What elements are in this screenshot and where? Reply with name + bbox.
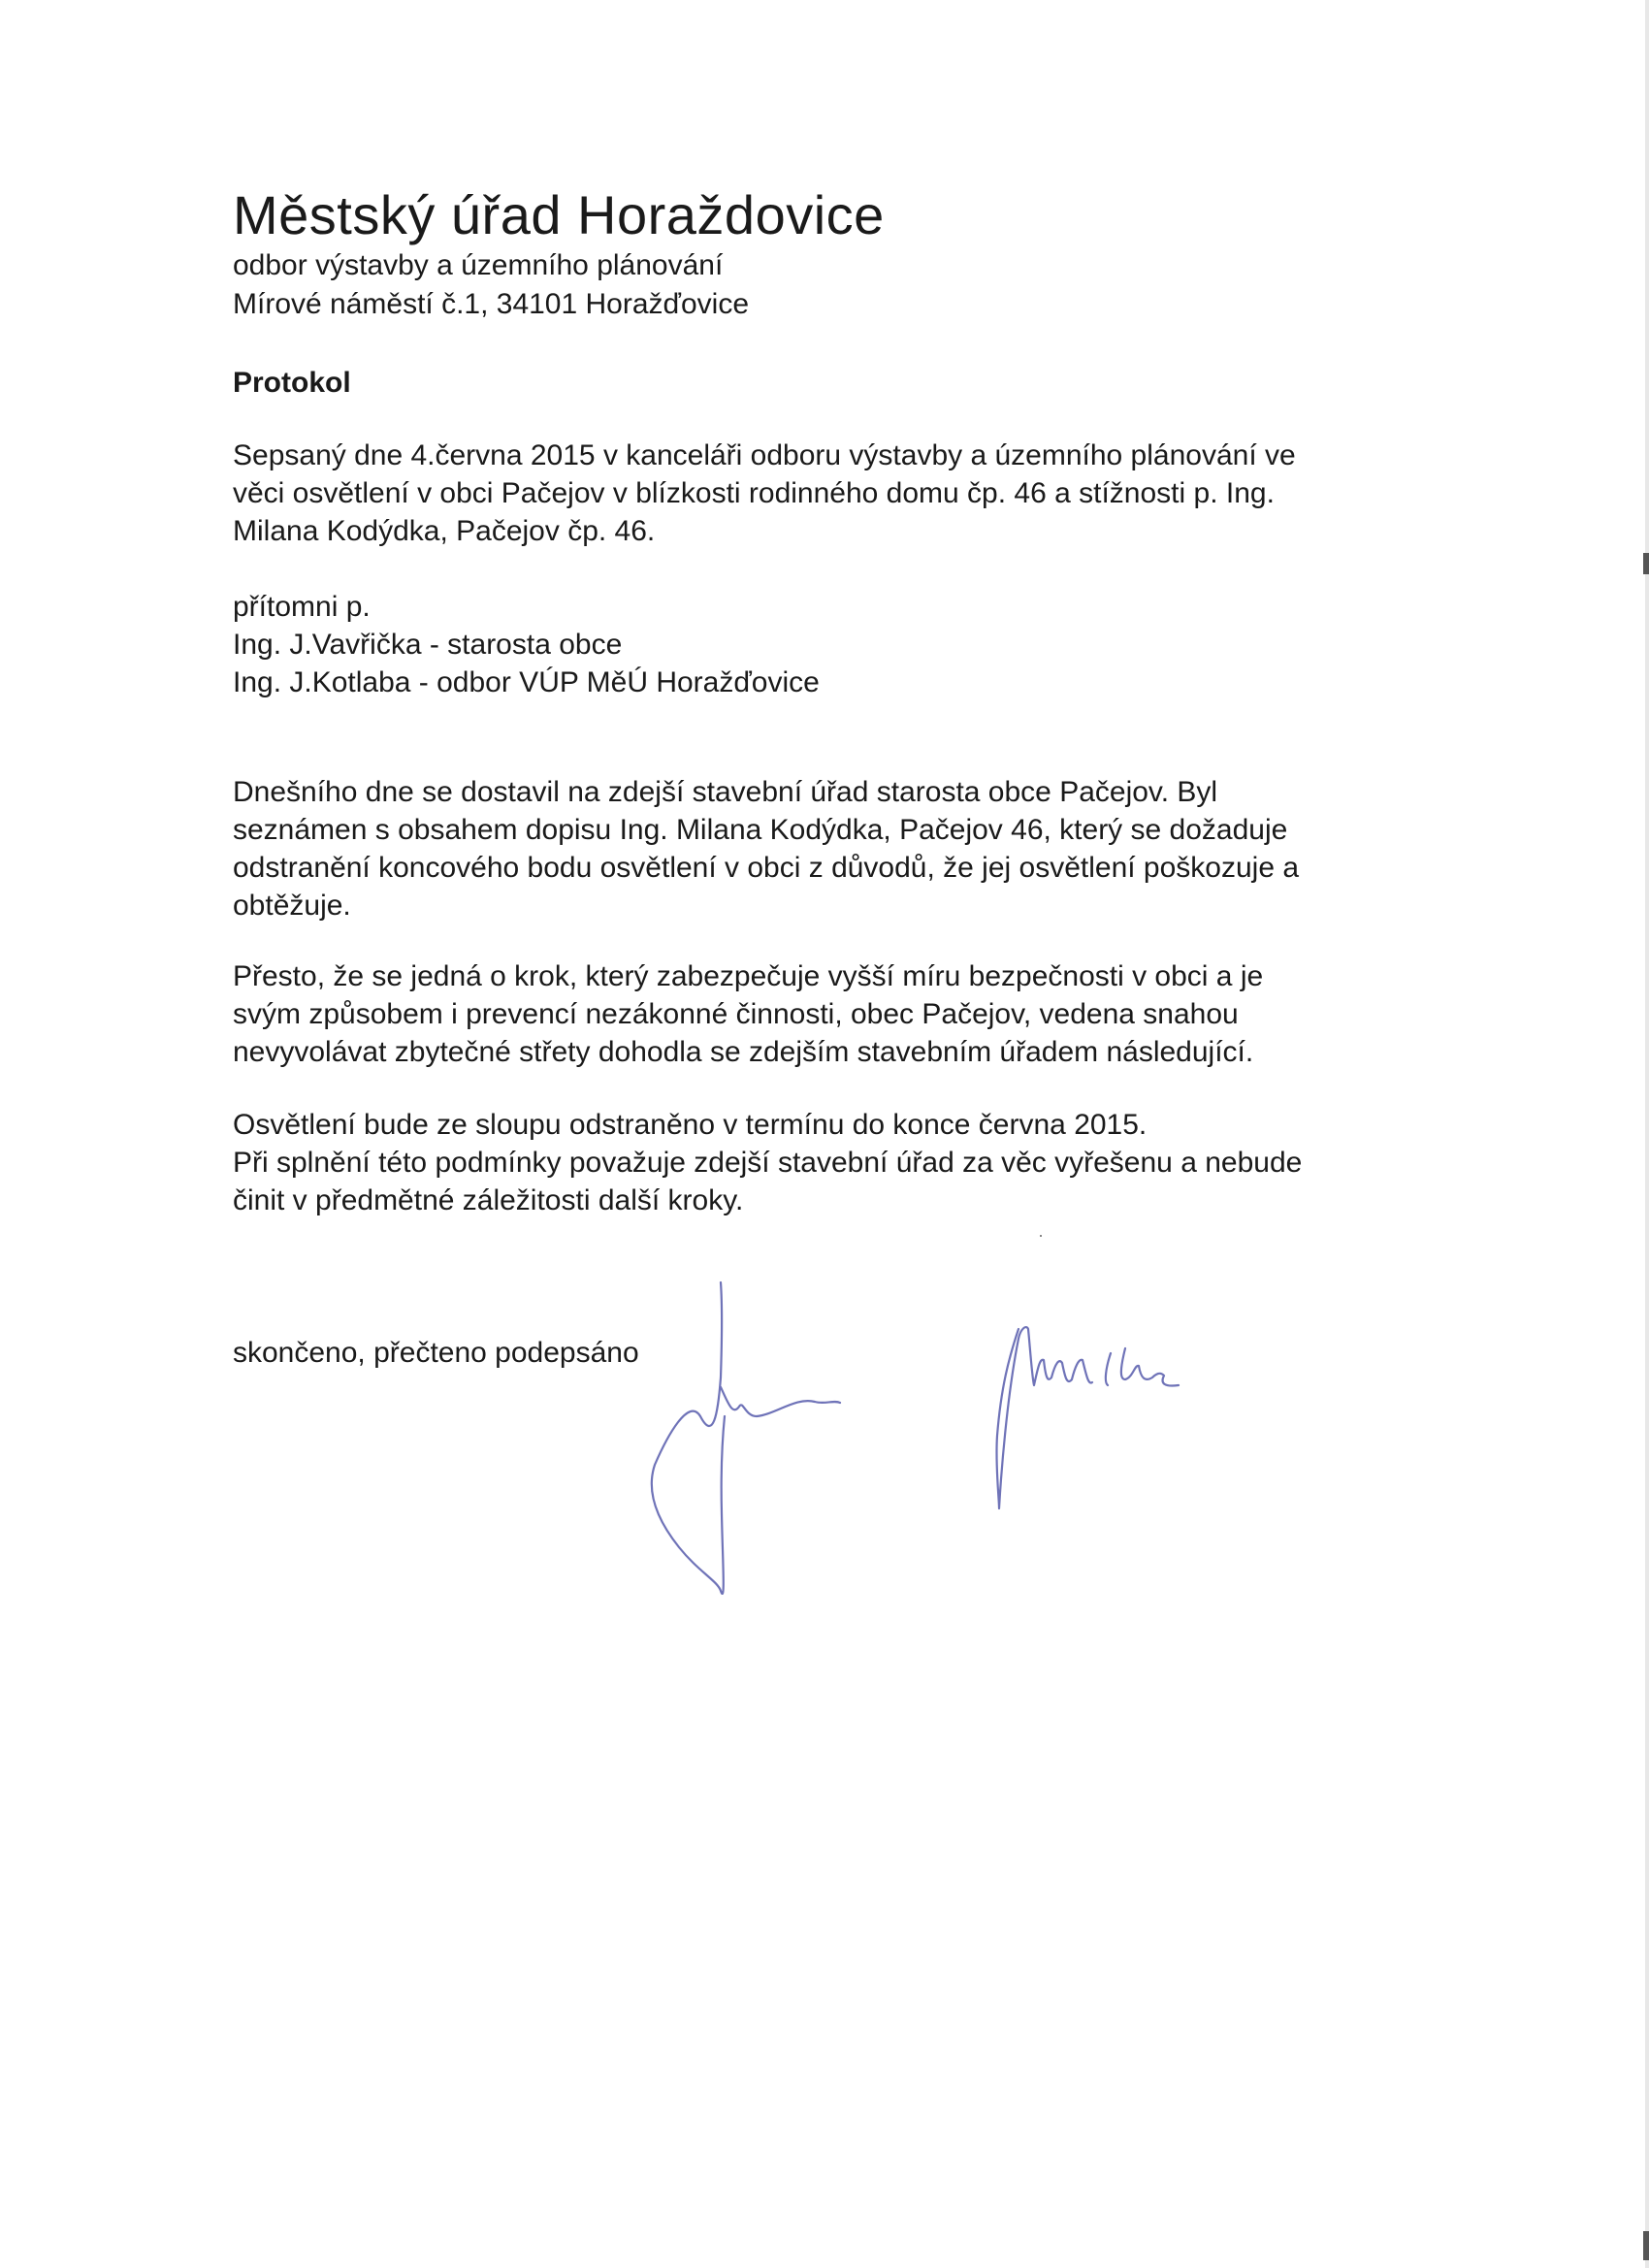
attendee-line: Ing. J.Kotlaba - odbor VÚP MěÚ Horažďovice <box>233 666 820 698</box>
signature-graphics <box>621 1271 1358 1620</box>
closing-line: skončeno, přečteno podepsáno <box>233 1337 639 1369</box>
page-edge <box>1645 0 1649 2268</box>
body-paragraph-1 <box>233 773 1460 924</box>
body-line: odstranění koncového bodu osvětlení v obci z důvodů, že jej osvětlení poškozuje a <box>233 852 1300 884</box>
intro-paragraph <box>233 437 1460 550</box>
body-line: nevyvolávat zbytečné střety dohodla se zdejším stavebním úřadem následující. <box>233 1036 1254 1068</box>
office-title: Městský úřad Horaždovice <box>233 184 885 245</box>
body-line: Při splnění této podmínky považuje zdejší stavební úřad za věc vyřešenu a nebude <box>233 1147 1303 1179</box>
body-line: Osvětlení bude ze sloupu odstraněno v termínu do konce června 2015. <box>233 1109 1148 1141</box>
body-line: Přesto, že se jedná o krok, který zabezpečuje vyšší míru bezpečnosti v obci a je <box>233 960 1264 992</box>
address-line: Mírové náměstí č.1, 34101 Horažďovice <box>233 288 750 321</box>
scan-edge-mark <box>1643 2231 1649 2260</box>
attendee-line: Ing. J.Vavřička - starosta obce <box>233 629 623 661</box>
scan-edge-mark <box>1643 553 1649 574</box>
body-line: seznámen s obsahem dopisu Ing. Milana Kodýdka, Pačejov 46, který se dožaduje <box>233 814 1288 846</box>
protocol-heading: Protokol <box>233 367 351 399</box>
signature-kotlaba-end <box>1106 1348 1179 1386</box>
body-line: obtěžuje. <box>233 890 351 922</box>
signature-kotlaba <box>996 1327 1092 1508</box>
intro-line: Milana Kodýdka, Pačejov čp. 46. <box>233 515 656 547</box>
body-line: Dnešního dne se dostavil na zdejší stavební úřad starosta obce Pačejov. Byl <box>233 776 1218 808</box>
body-line: svým způsobem i prevencí nezákonné činnosti, obec Pačejov, vedena snahou <box>233 998 1239 1030</box>
body-paragraph-2 <box>233 957 1460 1071</box>
signature-vavricka <box>652 1282 725 1594</box>
signature-vavricka-tail <box>721 1387 840 1416</box>
scan-speck <box>1040 1235 1042 1237</box>
attendees-label: přítomni p. <box>233 591 371 623</box>
department-line: odbor výstavby a územního plánování <box>233 249 724 282</box>
body-paragraph-3 <box>233 1106 1460 1219</box>
signatures <box>621 1271 1358 1620</box>
letterhead <box>233 184 1465 324</box>
attendees-block <box>233 588 1460 701</box>
intro-line: Sepsaný dne 4.června 2015 v kanceláři odboru výstavby a územního plánování ve <box>233 439 1296 471</box>
intro-line: věci osvětlení v obci Pačejov v blízkosti rodinného domu čp. 46 a stížnosti p. Ing. <box>233 477 1275 509</box>
body-line: činit v předmětné záležitosti další kroky. <box>233 1184 744 1216</box>
